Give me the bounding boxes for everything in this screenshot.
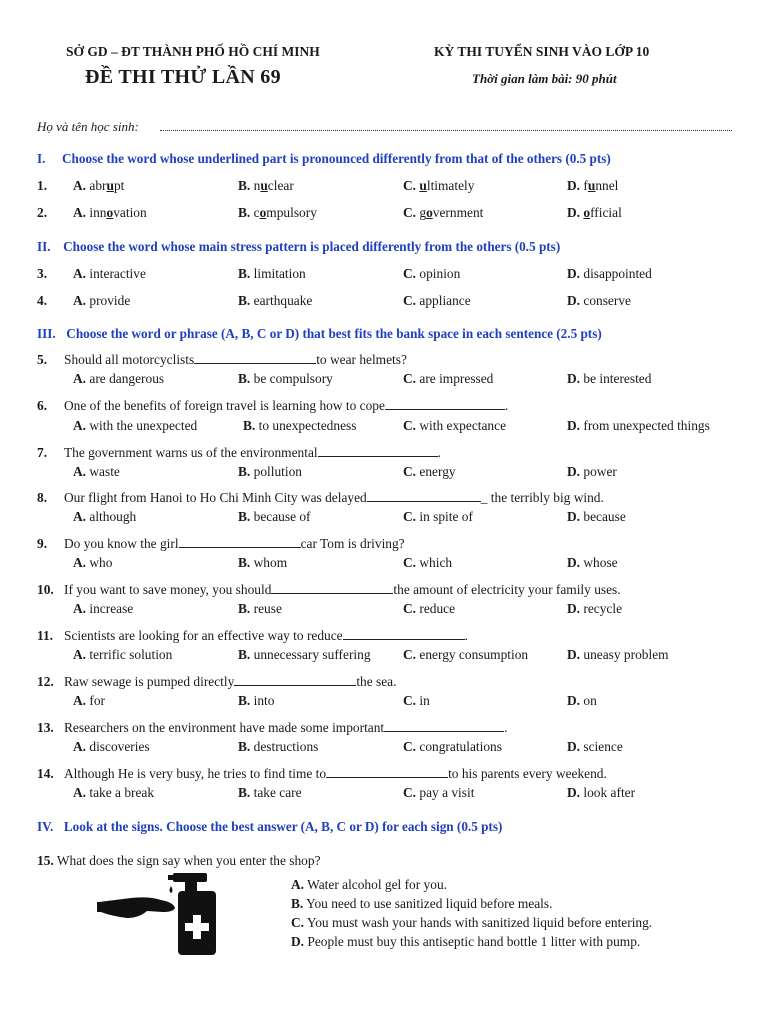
- section-heading: [37, 819, 502, 835]
- option-text: be interested: [583, 371, 652, 386]
- hand-sanitizer-pump-icon: [97, 872, 222, 957]
- option-text: because of: [253, 509, 311, 524]
- option-letter: C.: [403, 601, 417, 616]
- option-text: recycle: [583, 601, 623, 616]
- option-letter: C.: [403, 509, 417, 524]
- option-letter: C.: [291, 915, 305, 930]
- stem-before: Researchers on the environment have made some important: [64, 720, 385, 735]
- option-text: pt: [113, 178, 125, 193]
- option-letter: C.: [403, 785, 417, 800]
- question-stem: [64, 628, 468, 644]
- question-number: 3.: [37, 266, 48, 281]
- question-stem: [64, 398, 508, 414]
- section-text: Choose the word whose underlined part is pronounced differently from that of the others (0.5 pts): [62, 151, 611, 166]
- option-letter: C.: [403, 647, 417, 662]
- option-a[interactable]: [73, 509, 136, 525]
- option-letter: B.: [238, 293, 251, 308]
- option-a[interactable]: [73, 266, 146, 282]
- section-number: I.: [37, 151, 46, 166]
- option-letter: A.: [73, 601, 87, 616]
- option-text: power: [583, 464, 617, 479]
- option-letter: C.: [403, 371, 417, 386]
- option-b[interactable]: [238, 293, 312, 309]
- option-letter: D.: [567, 693, 581, 708]
- option-text: You must wash your hands with sanitized liquid before entering.: [306, 915, 653, 930]
- stem-after: .: [437, 445, 441, 460]
- question-stem: [64, 766, 607, 782]
- option-text: look after: [583, 785, 636, 800]
- option-text: take care: [253, 785, 302, 800]
- answer-blank[interactable]: [194, 352, 316, 364]
- option-text: c: [253, 205, 260, 220]
- option-letter: D.: [567, 601, 581, 616]
- option-letter: A.: [73, 371, 87, 386]
- question-number: 8.: [37, 490, 48, 505]
- option-letter: B.: [238, 647, 251, 662]
- stem-after: to his parents every weekend.: [448, 766, 607, 781]
- question-number: 13.: [37, 720, 54, 735]
- option-c[interactable]: [403, 509, 473, 525]
- option-text: increase: [89, 601, 134, 616]
- question-stem: [64, 445, 441, 461]
- question-number: 6.: [37, 398, 48, 413]
- stem-before: Although He is very busy, he tries to find time to: [64, 766, 327, 781]
- option-d[interactable]: [567, 371, 651, 387]
- option-text: fficial: [590, 205, 622, 220]
- stem-after: car Tom is driving?: [300, 536, 405, 551]
- option-text: Water alcohol gel for you.: [307, 877, 447, 892]
- question-stem: [64, 536, 405, 552]
- option-letter: B.: [243, 418, 256, 433]
- underlined-part: u: [587, 178, 596, 193]
- question-number: 14.: [37, 766, 54, 781]
- option-letter: C.: [403, 178, 417, 193]
- option-letter: A.: [73, 293, 87, 308]
- option-d[interactable]: [567, 509, 626, 525]
- option-b[interactable]: [238, 785, 302, 801]
- option-text: on: [583, 693, 597, 708]
- option-letter: C.: [403, 418, 417, 433]
- stem-after: the amount of electricity your family uses.: [393, 582, 621, 597]
- option-letter: C.: [403, 205, 417, 220]
- section-number: II.: [37, 239, 51, 254]
- option-letter: D.: [567, 739, 581, 754]
- option-c[interactable]: [403, 266, 460, 282]
- question-number: 2.: [37, 205, 48, 220]
- option-a[interactable]: [291, 877, 447, 893]
- option-c[interactable]: [403, 464, 456, 480]
- option-letter: D.: [567, 647, 581, 662]
- option-a[interactable]: [73, 555, 112, 571]
- department-name: SỞ GD – ĐT THÀNH PHỐ HỒ CHÍ MINH: [66, 44, 320, 59]
- option-text: reuse: [253, 601, 282, 616]
- option-b[interactable]: [291, 896, 552, 912]
- option-d[interactable]: [567, 178, 618, 194]
- option-letter: A.: [73, 555, 87, 570]
- stem-before: If you want to save money, you should: [64, 582, 272, 597]
- option-text: waste: [89, 464, 120, 479]
- option-c[interactable]: [403, 555, 452, 571]
- answer-blank[interactable]: [179, 536, 301, 548]
- option-a[interactable]: [73, 205, 147, 221]
- option-letter: D.: [567, 464, 581, 479]
- option-text: because: [583, 509, 626, 524]
- option-c[interactable]: [403, 693, 430, 709]
- option-a[interactable]: [73, 601, 133, 617]
- option-text: whose: [583, 555, 618, 570]
- exam-name: KỲ THI TUYỂN SINH VÀO LỚP 10: [434, 44, 650, 59]
- stem-before: Do you know the girl: [64, 536, 179, 551]
- option-text: terrific solution: [89, 647, 173, 662]
- underlined-part: u: [260, 178, 268, 193]
- option-text: discoveries: [89, 739, 150, 754]
- option-letter: B.: [238, 509, 251, 524]
- option-text: ltimately: [426, 178, 475, 193]
- option-a[interactable]: [73, 739, 150, 755]
- option-a[interactable]: [73, 785, 154, 801]
- option-letter: B.: [238, 371, 251, 386]
- option-letter: B.: [238, 464, 251, 479]
- question-number: 5.: [37, 352, 48, 367]
- option-letter: B.: [238, 205, 251, 220]
- question-stem: [64, 352, 407, 368]
- option-letter: D.: [567, 293, 581, 308]
- option-a[interactable]: [73, 178, 124, 194]
- option-text: energy consumption: [419, 647, 529, 662]
- option-d[interactable]: [567, 555, 618, 571]
- option-c[interactable]: [403, 785, 474, 801]
- option-letter: A.: [73, 739, 87, 754]
- section-text: Choose the word whose main stress pattern is placed differently from the others (0.5 pts): [63, 239, 561, 254]
- page-title: ĐỀ THI THỬ LẦN 69: [85, 66, 281, 88]
- option-letter: B.: [238, 693, 251, 708]
- option-text: abr: [89, 178, 107, 193]
- section-text: Choose the word or phrase (A, B, C or D) that best fits the bank space in each sentence (2.5 pts): [66, 326, 602, 341]
- underlined-part: o: [106, 205, 114, 220]
- question-number: 9.: [37, 536, 48, 551]
- stem-after: to wear helmets?: [316, 352, 407, 367]
- section-text: Look at the signs. Choose the best answer (A, B, C or D) for each sign (0.5 pts): [63, 819, 503, 834]
- option-letter: B.: [238, 785, 251, 800]
- option-text: opinion: [419, 266, 461, 281]
- option-text: who: [89, 555, 113, 570]
- option-b[interactable]: [238, 693, 274, 709]
- option-text: to unexpectedness: [258, 418, 357, 433]
- option-letter: B.: [238, 555, 251, 570]
- option-a[interactable]: [73, 371, 164, 387]
- option-letter: D.: [567, 785, 581, 800]
- option-letter: A.: [73, 464, 87, 479]
- option-b[interactable]: [238, 371, 333, 387]
- option-c[interactable]: [403, 739, 502, 755]
- option-letter: B.: [238, 739, 251, 754]
- option-text: be compulsory: [253, 371, 333, 386]
- option-letter: C.: [403, 693, 417, 708]
- option-letter: A.: [73, 509, 87, 524]
- option-d[interactable]: [567, 293, 631, 309]
- option-c[interactable]: [403, 647, 528, 663]
- option-letter: A.: [73, 785, 87, 800]
- option-b[interactable]: [238, 739, 318, 755]
- option-text: disappointed: [583, 266, 652, 281]
- section-heading: [37, 326, 602, 342]
- option-c[interactable]: [403, 205, 483, 221]
- option-text: inn: [89, 205, 107, 220]
- option-text: g: [419, 205, 427, 220]
- option-text: You need to use sanitized liquid before meals.: [306, 896, 553, 911]
- option-text: energy: [419, 464, 456, 479]
- option-text: congratulations: [419, 739, 502, 754]
- option-d[interactable]: [567, 647, 669, 663]
- option-text: pollution: [253, 464, 302, 479]
- option-letter: D.: [567, 371, 581, 386]
- option-text: uneasy problem: [583, 647, 669, 662]
- option-letter: A.: [73, 205, 87, 220]
- question-stem: [37, 853, 321, 869]
- option-text: nnel: [595, 178, 619, 193]
- option-letter: C.: [403, 555, 417, 570]
- option-b[interactable]: [238, 647, 371, 663]
- option-d[interactable]: [567, 464, 617, 480]
- student-name-field[interactable]: [160, 118, 732, 131]
- option-text: unnecessary suffering: [253, 647, 371, 662]
- stem-before: One of the benefits of foreign travel is learning how to cope: [64, 398, 385, 413]
- option-text: vernment: [432, 205, 484, 220]
- option-a[interactable]: [73, 293, 130, 309]
- option-text: limitation: [253, 266, 306, 281]
- option-text: earthquake: [253, 293, 313, 308]
- option-c[interactable]: [403, 418, 506, 434]
- option-letter: A.: [73, 418, 87, 433]
- option-d[interactable]: [567, 785, 635, 801]
- answer-blank[interactable]: [271, 582, 393, 594]
- option-text: appliance: [419, 293, 471, 308]
- option-letter: D.: [291, 934, 305, 949]
- option-text: n: [253, 178, 261, 193]
- section-number: III.: [37, 326, 56, 341]
- option-text: are dangerous: [89, 371, 165, 386]
- option-letter: B.: [238, 601, 251, 616]
- option-d[interactable]: [567, 693, 597, 709]
- option-text: provide: [89, 293, 131, 308]
- underlined-part: o: [583, 205, 591, 220]
- option-text: from unexpected things: [583, 418, 710, 433]
- option-text: science: [583, 739, 623, 754]
- answer-blank[interactable]: [385, 398, 505, 410]
- option-letter: D.: [567, 509, 581, 524]
- option-text: mpulsory: [266, 205, 317, 220]
- option-letter: B.: [291, 896, 304, 911]
- option-letter: C.: [403, 266, 417, 281]
- answer-blank[interactable]: [318, 445, 438, 457]
- section-heading: [37, 151, 611, 167]
- option-letter: C.: [403, 293, 417, 308]
- option-text: pay a visit: [419, 785, 475, 800]
- answer-blank[interactable]: [367, 490, 481, 502]
- option-text: reduce: [419, 601, 456, 616]
- option-letter: B.: [238, 178, 251, 193]
- option-d[interactable]: [567, 601, 622, 617]
- option-c[interactable]: [403, 601, 455, 617]
- option-text: although: [89, 509, 137, 524]
- answer-blank[interactable]: [384, 720, 504, 732]
- option-text: for: [89, 693, 106, 708]
- option-text: take a break: [89, 785, 155, 800]
- option-letter: A.: [291, 877, 305, 892]
- option-d[interactable]: [567, 205, 622, 221]
- option-letter: A.: [73, 178, 87, 193]
- option-c[interactable]: [403, 293, 471, 309]
- option-b[interactable]: [238, 555, 287, 571]
- question-stem: [64, 582, 621, 598]
- stem-before: The government warns us of the environmental: [64, 445, 318, 460]
- question-number: 7.: [37, 445, 48, 460]
- answer-blank[interactable]: [234, 674, 356, 686]
- option-a[interactable]: [73, 647, 172, 663]
- stem-after: _ the terribly big wind.: [480, 490, 604, 505]
- underlined-part: u: [106, 178, 114, 193]
- option-c[interactable]: [403, 371, 493, 387]
- option-a[interactable]: [73, 418, 197, 434]
- option-a[interactable]: [73, 464, 120, 480]
- option-text: in spite of: [419, 509, 473, 524]
- question-number: 11.: [37, 628, 53, 643]
- option-text: interactive: [89, 266, 146, 281]
- option-b[interactable]: [238, 205, 317, 221]
- stem-after: .: [504, 720, 508, 735]
- option-a[interactable]: [73, 693, 105, 709]
- stem-before: Our flight from Hanoi to Ho Chi Minh City was delayed: [64, 490, 367, 505]
- option-b[interactable]: [238, 509, 311, 525]
- answer-blank[interactable]: [326, 766, 448, 778]
- question-number: 10.: [37, 582, 54, 597]
- answer-blank[interactable]: [343, 628, 465, 640]
- underlined-part: o: [426, 205, 433, 220]
- option-text: clear: [267, 178, 294, 193]
- stem-after: .: [504, 398, 509, 413]
- option-text: People must buy this antiseptic hand bottle 1 litter with pump.: [307, 934, 641, 949]
- option-text: with the unexpected: [89, 418, 198, 433]
- question-number: 12.: [37, 674, 54, 689]
- option-letter: D.: [567, 205, 581, 220]
- option-letter: C.: [403, 739, 417, 754]
- option-text: into: [253, 693, 275, 708]
- stem-before: Scientists are looking for an effective way to reduce: [64, 628, 343, 643]
- question-number: 1.: [37, 178, 48, 193]
- option-text: are impressed: [419, 371, 494, 386]
- question-stem: [64, 674, 396, 690]
- option-b[interactable]: [243, 418, 356, 434]
- stem-after: the sea.: [356, 674, 397, 689]
- underlined-part: o: [259, 205, 267, 220]
- option-letter: D.: [567, 178, 581, 193]
- option-letter: D.: [567, 555, 581, 570]
- question-stem: [64, 720, 508, 736]
- question-number: 15.: [37, 853, 54, 868]
- option-letter: D.: [567, 418, 581, 433]
- question-stem: [64, 490, 604, 506]
- section-number: IV.: [37, 819, 54, 834]
- option-d[interactable]: [567, 418, 710, 434]
- option-b[interactable]: [238, 266, 306, 282]
- option-text: which: [419, 555, 453, 570]
- option-letter: A.: [73, 693, 87, 708]
- option-letter: A.: [73, 647, 87, 662]
- option-b[interactable]: [238, 178, 294, 194]
- option-letter: D.: [567, 266, 581, 281]
- option-text: destructions: [253, 739, 319, 754]
- option-text: conserve: [583, 293, 631, 308]
- option-text: in: [419, 693, 430, 708]
- option-text: whom: [253, 555, 288, 570]
- option-text: f: [583, 178, 588, 193]
- section-heading: [37, 239, 560, 255]
- option-c[interactable]: [291, 915, 652, 931]
- exam-duration: Thời gian làm bài: 90 phút: [472, 71, 617, 86]
- stem-before: Raw sewage is pumped directly: [64, 674, 235, 689]
- option-b[interactable]: [238, 464, 302, 480]
- option-c[interactable]: [403, 178, 474, 194]
- option-d[interactable]: [567, 739, 623, 755]
- question-text: What does the sign say when you enter the shop?: [56, 853, 321, 868]
- stem-after: .: [464, 628, 468, 643]
- option-d[interactable]: [291, 934, 640, 950]
- option-letter: C.: [403, 464, 417, 479]
- option-letter: B.: [238, 266, 251, 281]
- underlined-part: u: [419, 178, 427, 193]
- option-d[interactable]: [567, 266, 652, 282]
- option-text: vation: [113, 205, 147, 220]
- option-letter: A.: [73, 266, 87, 281]
- student-name-label: Họ và tên học sinh:: [37, 119, 139, 134]
- stem-before: Should all motorcyclists: [64, 352, 195, 367]
- option-b[interactable]: [238, 601, 282, 617]
- option-text: with expectance: [419, 418, 507, 433]
- question-number: 4.: [37, 293, 48, 308]
